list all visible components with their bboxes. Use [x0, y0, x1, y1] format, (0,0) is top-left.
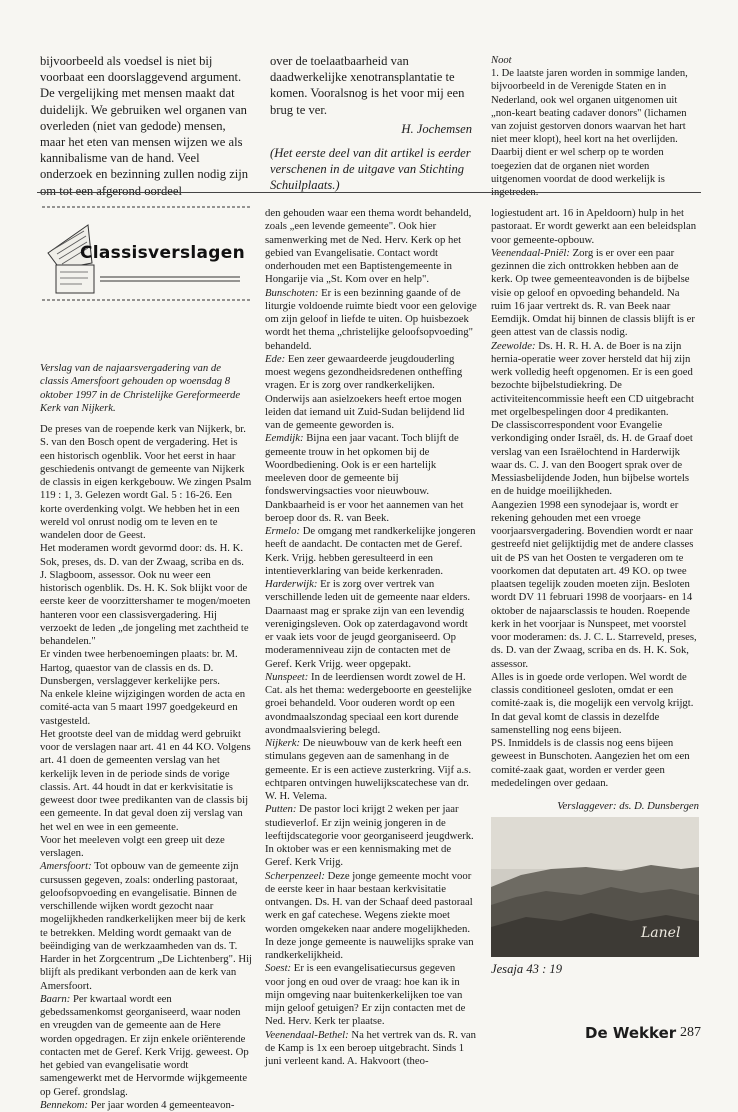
- report-text: De omgang met randkerkelijke jongeren heeft de aandacht. De contacten met de Geref. Kerk. Vrijg. hebben geresulteerd in een intentieverklaring van beide kerkenraden.: [265, 525, 476, 577]
- congregation-name: Ede:: [265, 352, 286, 365]
- congregation-report: [265, 1029, 477, 1069]
- photo-caption: Jesaja 43 : 19: [491, 962, 562, 976]
- note-text: 1. De laatste jaren worden in sommige landen, bijvoorbeeld in de Verenigde Staten en in Nederland, ook wel organen uitgenomen uit „non-keart beating cadaver donors" (lichamen van zojuist gestorven donors waarvan het hart niet meer klopt), heel kort na het overlijden. Daarbij dient er wel scherp op te worden toegezien dat de organen niet worden uitgenomen voordat de dood werkelijk is ingetreden.: [491, 68, 688, 199]
- paragraph: Het grootste deel van de middag werd gebruikt voor de verslagen naar art. 41 en 44 KO. Volgens art. 41 doen de gemeenten verslag van het kerkelijk leven in de periode sinds de vorige classis. Art. 44 houdt in dat er kerkvisitatie is geweest door twee predikanten van de classis bij een gemeente. In dat geval doen zij verslag van het wel en wee in een gemeente.: [40, 727, 251, 833]
- report-column-1: [40, 362, 252, 1112]
- congregation-name: Nijkerk:: [265, 737, 301, 749]
- top-middle-column: [270, 53, 472, 194]
- section-title: Classisverslagen: [80, 243, 245, 263]
- report-text: Per kwartaal wordt een gebedssamenkomst georganiseerd, waar noden en vreugden van de gemeente aan de Here worden opgedragen. Er zijn enkele oriënterende contacten met de Geref. Kerk Vrijg. geweest. Op het gebied van evangelisatie wordt samengewerkt met de Hervormde wijkgemeente op Geref. grondslag.: [40, 992, 249, 1098]
- report-text: Deze jonge gemeente mocht voor de eerste keer in haar bestaan kerkvisitatie ontvangen. Ds. H. van der Schaaf deed pastoraal werk en gaf catechese. Wegens ziekte moet worden omgekeken naar andere mogelijkheden. In deze jonge gemeente is nauwelijks sprake van randkerkelijkheid.: [265, 869, 474, 961]
- congregation-name: Nunspeet:: [265, 670, 309, 683]
- report-text: Er is een evangelisatiecursus gegeven voor jong en oud over de vraag: hoe kan ik in mijn omgeving naar buitenkerkelijken toe van mijn geloof getuigen? Er zijn contacten met de Ned. Herv. Kerk ter plaatse.: [265, 962, 466, 1028]
- congregation-report: [40, 1099, 252, 1112]
- section-divider: [37, 192, 701, 193]
- report-column-3: [491, 207, 699, 813]
- paragraph: De classiscorrespondent voor Evangelie verkondiging onder Israël, ds. H. de Graaf doet verslag van een Israëlochtend in Harderwijk waar ds. C. J. van den Boogert sprak over de Messiasbelijdende Joden, hun bijbelse wortels en de huidge moeilijkheden.: [491, 419, 693, 498]
- photo-signature: Lanel: [641, 925, 681, 941]
- congregation-name: Veenendaal-Pniël:: [491, 246, 570, 259]
- paragraph: Voor het meeleven volgt een greep uit deze verslagen.: [40, 833, 225, 859]
- congregation-name: Ermelo:: [265, 525, 301, 537]
- report-text: Een zeer gewaardeerde jeugdouderling moest wegens gezondheidsredenen ontheffing vragen. Er is zorg over randkerkelijken. Onderwijs aan asielzoekers heeft ertoe mogen leiden dat iemand uit Zuid-Sudan belijdend lid van de gemeente geworden is.: [265, 352, 465, 431]
- footnote-column: [491, 54, 699, 199]
- paragraph: Er vinden twee herbenoemingen plaats: br. M. Hartog, quaestor van de classis en ds. D. Dunsbergen, verslaggever kerkelijke pers.: [40, 648, 238, 687]
- congregation-report: [491, 247, 699, 340]
- congregation-name: Harderwijk:: [265, 578, 318, 590]
- top-middle-text: over de toelaatbaarheid van daadwerkelijke xenotransplantatie te komen. Vooralsnog is het voor mij een brug te ver.: [270, 54, 465, 117]
- report-text: Per jaar worden 4 gemeenteavon-: [88, 1098, 235, 1111]
- congregation-report: [40, 993, 252, 1099]
- paragraph: logiestudent art. 16 in Apeldoorn) hulp in het pastoraat. Er wordt gewerkt aan een beleidsplan voor gemeente-opbouw.: [491, 207, 697, 246]
- report-text: De pastor loci krijgt 2 weken per jaar studieverlof. Er zijn weinig jongeren in de leeftijdscategorie voor georganiseerd jeugdwerk. In oktober was er een kennismaking met de Geref. Kerk Vrijg.: [265, 803, 474, 869]
- paragraph: De preses van de roepende kerk van Nijkerk, br. S. van den Bosch opent de vergadering. Het is een historisch ogenblik. Voor het eerst in haar geschiedenis ontvangt de gemeente van Nijkerk de classis in eigen kerkgebouw. We zingen Psalm 119 : 1, 3. Gelezen wordt Gal. 5 : 16-26. Een korte overdenking volgt. We hebben het in een wereld vol onrust nodig om te leven en te wandelen door de Geest.: [40, 423, 252, 541]
- congregation-name: Bunschoten:: [265, 286, 319, 299]
- congregation-report: [265, 353, 477, 433]
- congregation-name: Putten:: [265, 803, 297, 816]
- congregation-name: Eemdijk:: [265, 432, 304, 445]
- report-text: In de leerdiensen wordt zowel de H. Cat. als het thema: wedergeboorte en geestelijke groei behandeld. Voor ouderen wordt op een avondmaalszondag speciaal een kort durende avondmaalsviering belegd.: [265, 670, 472, 736]
- article-note: (Het eerste deel van dit artikel is eerder verschenen in de uitgave van Stichting Schuilplaats.): [270, 146, 471, 193]
- paragraph: Alles is in goede orde verlopen. Wel wordt de classis conditioneel gesloten, omdat er een comité-zaak is, die mogelijk een vervolg krijgt. In dat geval komt de classis in dezelfde samenstelling nog eens bijeen.: [491, 670, 694, 736]
- congregation-report: [265, 962, 477, 1028]
- report-text: Ds. H. R. H. A. de Boer is na zijn hernia-operatie weer zover hersteld dat hij zijn werk volledig heeft opgenomen. Er is een goed bezochte bijbelstudiekring. De activiteitencommissie heeft een CD uitgebracht met orgelbespelingen door 4 predikanten.: [491, 339, 694, 418]
- top-left-column: [40, 53, 252, 199]
- congregation-report: [40, 860, 252, 993]
- paragraph: den gehouden waar een thema wordt behandeld, zoals „een levende gemeente". Ook hier samenwerking met de Ned. Herv. Kerk op het gebied van Evangelisatie. Contact wordt onderhouden met een Baptistengemeente in Hongarije via „St. Kom over en help".: [265, 207, 472, 286]
- congregation-report: [265, 287, 477, 353]
- congregation-report: [265, 737, 477, 803]
- congregation-report: [265, 803, 477, 869]
- report-intro: Verslag van de najaarsvergadering van de classis Amersfoort gehouden op woensdag 8 oktober 1997 in de Christelijke Gereformeerde Kerk van Nijkerk.: [40, 362, 241, 414]
- report-text: Er is een bezinning gaande of de liturgie voldoende ruimte biedt voor een gelovige om zijn geloof in liefde te uiten. Op huisbezoek wordt het thema „christelijke geloofsopvoeding" behandeld.: [265, 286, 477, 352]
- congregation-name: Zeewolde:: [491, 339, 536, 352]
- paragraph: Na enkele kleine wijzigingen worden de acta en comité-acta van 5 maart 1997 goedgekeurd en vastgesteld.: [40, 688, 246, 727]
- report-text: De nieuwbouw van de kerk heeft een stimulans gegeven aan de samenhang in de gemeente. Er is een actieve zusterkring. Vijf a.s. echtparen ontvingen huwelijkscatechese van dr. W. H. Velema.: [265, 737, 471, 802]
- report-text: Zorg is er over een paar gezinnen die zich onttrokken hebben aan de kerk. Op twee gemeenteavonden is de bijbelse visie op geloof en opvoeding behandeld. Na ruim 16 jaar vertrekt ds. R. van Beek naar Eemdijk. Omdat hij binnen de classis blijft is er geen attest van de classis nodig.: [491, 246, 695, 339]
- magazine-name: De Wekker: [585, 1024, 677, 1042]
- report-column-2: [265, 207, 477, 1068]
- author-signature: H. Jochemsen: [401, 121, 472, 136]
- congregation-name: Scherpenzeel:: [265, 869, 325, 882]
- note-title: Noot: [491, 55, 512, 66]
- report-text: Er is zorg over vertrek van verschillende leden uit de gemeente naar elders. Daarnaast mag er sprake zijn van een levendig verenigingsleven. Ook op zaterdagavond wordt er vaak iets voor de jeugd georganiseerd. Op moderamenniveau zijn de contacten met de Geref. Kerk Vrijg. weer opgepakt.: [265, 578, 471, 670]
- landscape-photo: [491, 817, 699, 957]
- congregation-report: [265, 870, 477, 963]
- congregation-name: Amersfoort:: [40, 860, 92, 873]
- page-number: 287: [680, 1025, 701, 1040]
- report-text: Na het vertrek van ds. R. van de Kamp is 1x een beroep uitgebracht. Sinds 1 juni verleent kand. A. Hakvoort (theo-: [265, 1028, 477, 1067]
- congregation-name: Bennekom:: [40, 1098, 89, 1111]
- congregation-report: [265, 578, 477, 671]
- paragraph: Aangezien 1998 een synodejaar is, wordt er rekening gehouden met een vroege voorjaarsvergadering. Bovendien wordt er naar gestreefd niet gelijktijdig met de andere classes uit de PS van het Oosten te vergaderen om te voorkomen dat deputaten art. 49 KO. op twee plaatsen tegelijk zouden moeten zijn. Besloten wordt DV 11 februari 1998 de voorjaars- en 14 oktober de najaarsclassis te houden. Roepende kerk in het voorjaar is Nunspeet, met voorstel voor moderamen: ds. J. C. L. Starreveld, preses, ds. D. van der Zwaag, scriba en ds. H. K. Sok, assessor.: [491, 498, 697, 670]
- paragraph: PS. Inmiddels is de classis nog eens bijeen geweest in Bunschoten. Aangezien het om een comité-zaak gaat, worden er verder geen mededelingen over gedaan.: [491, 737, 690, 789]
- congregation-name: Soest:: [265, 962, 292, 975]
- congregation-report: [265, 525, 477, 578]
- reporter-signature: Verslaggever: ds. D. Dunsbergen: [557, 800, 699, 812]
- report-text: Tot opbouw van de gemeente zijn cursussen gegeven, zoals: onderling pastoraat, geloofsopvoeding en evangelisatie. Binnen de verschillende wijken wordt gezocht naar mogelijkheden randkerkelijken meer bij de kerk te betrekken. Melding wordt gemaakt van de beëindiging van de werkzaamheden van ds. T. Harder in het Zorgcentrum „De Lichtenberg". Hij blijft als predikant verbonden aan de kerk van Amersfoort.: [40, 860, 253, 992]
- report-text: Bijna een jaar vacant. Toch blijft de gemeente trouw in het opkomen bij de Woordbediening. Ook is er een hartelijk meeleven door de gemeente bij fondswervingsacties voor nieuwbouw. Dankbaarheid is er voor het aannemen van het beroep door ds. R. van Beek.: [265, 432, 464, 524]
- congregation-report: [265, 432, 477, 525]
- top-left-text: bijvoorbeeld als voedsel is niet bij voorbaat een doorslaggevend argument. De vergelijking met mensen maakt dat duidelijk. We gebruiken wel organen van overleden (niet van gedode) mensen, maar het eten van mensen wijzen we als kannibalisme van de hand. Veel onderzoek en bezinning zullen nodig zijn om tot een afgerond oordeel: [40, 54, 249, 198]
- congregation-report: [265, 671, 477, 737]
- paragraph: Het moderamen wordt gevormd door: ds. H. K. Sok, preses, ds. D. van der Zwaag, scriba en ds. J. Slagboom, assessor. Ook nu weer een historisch ogenblik. Ds. H. K. Sok blijkt voor de eerste keer de voorzittershamer te mogen/moeten hanteren voor een classisvergadering. Hij verzoekt de leden „de jongeling met zachtheid te behandelen.": [40, 542, 251, 647]
- congregation-report: [491, 340, 699, 420]
- congregation-name: Baarn:: [40, 992, 71, 1005]
- congregation-name: Veenendaal-Bethel:: [265, 1028, 349, 1041]
